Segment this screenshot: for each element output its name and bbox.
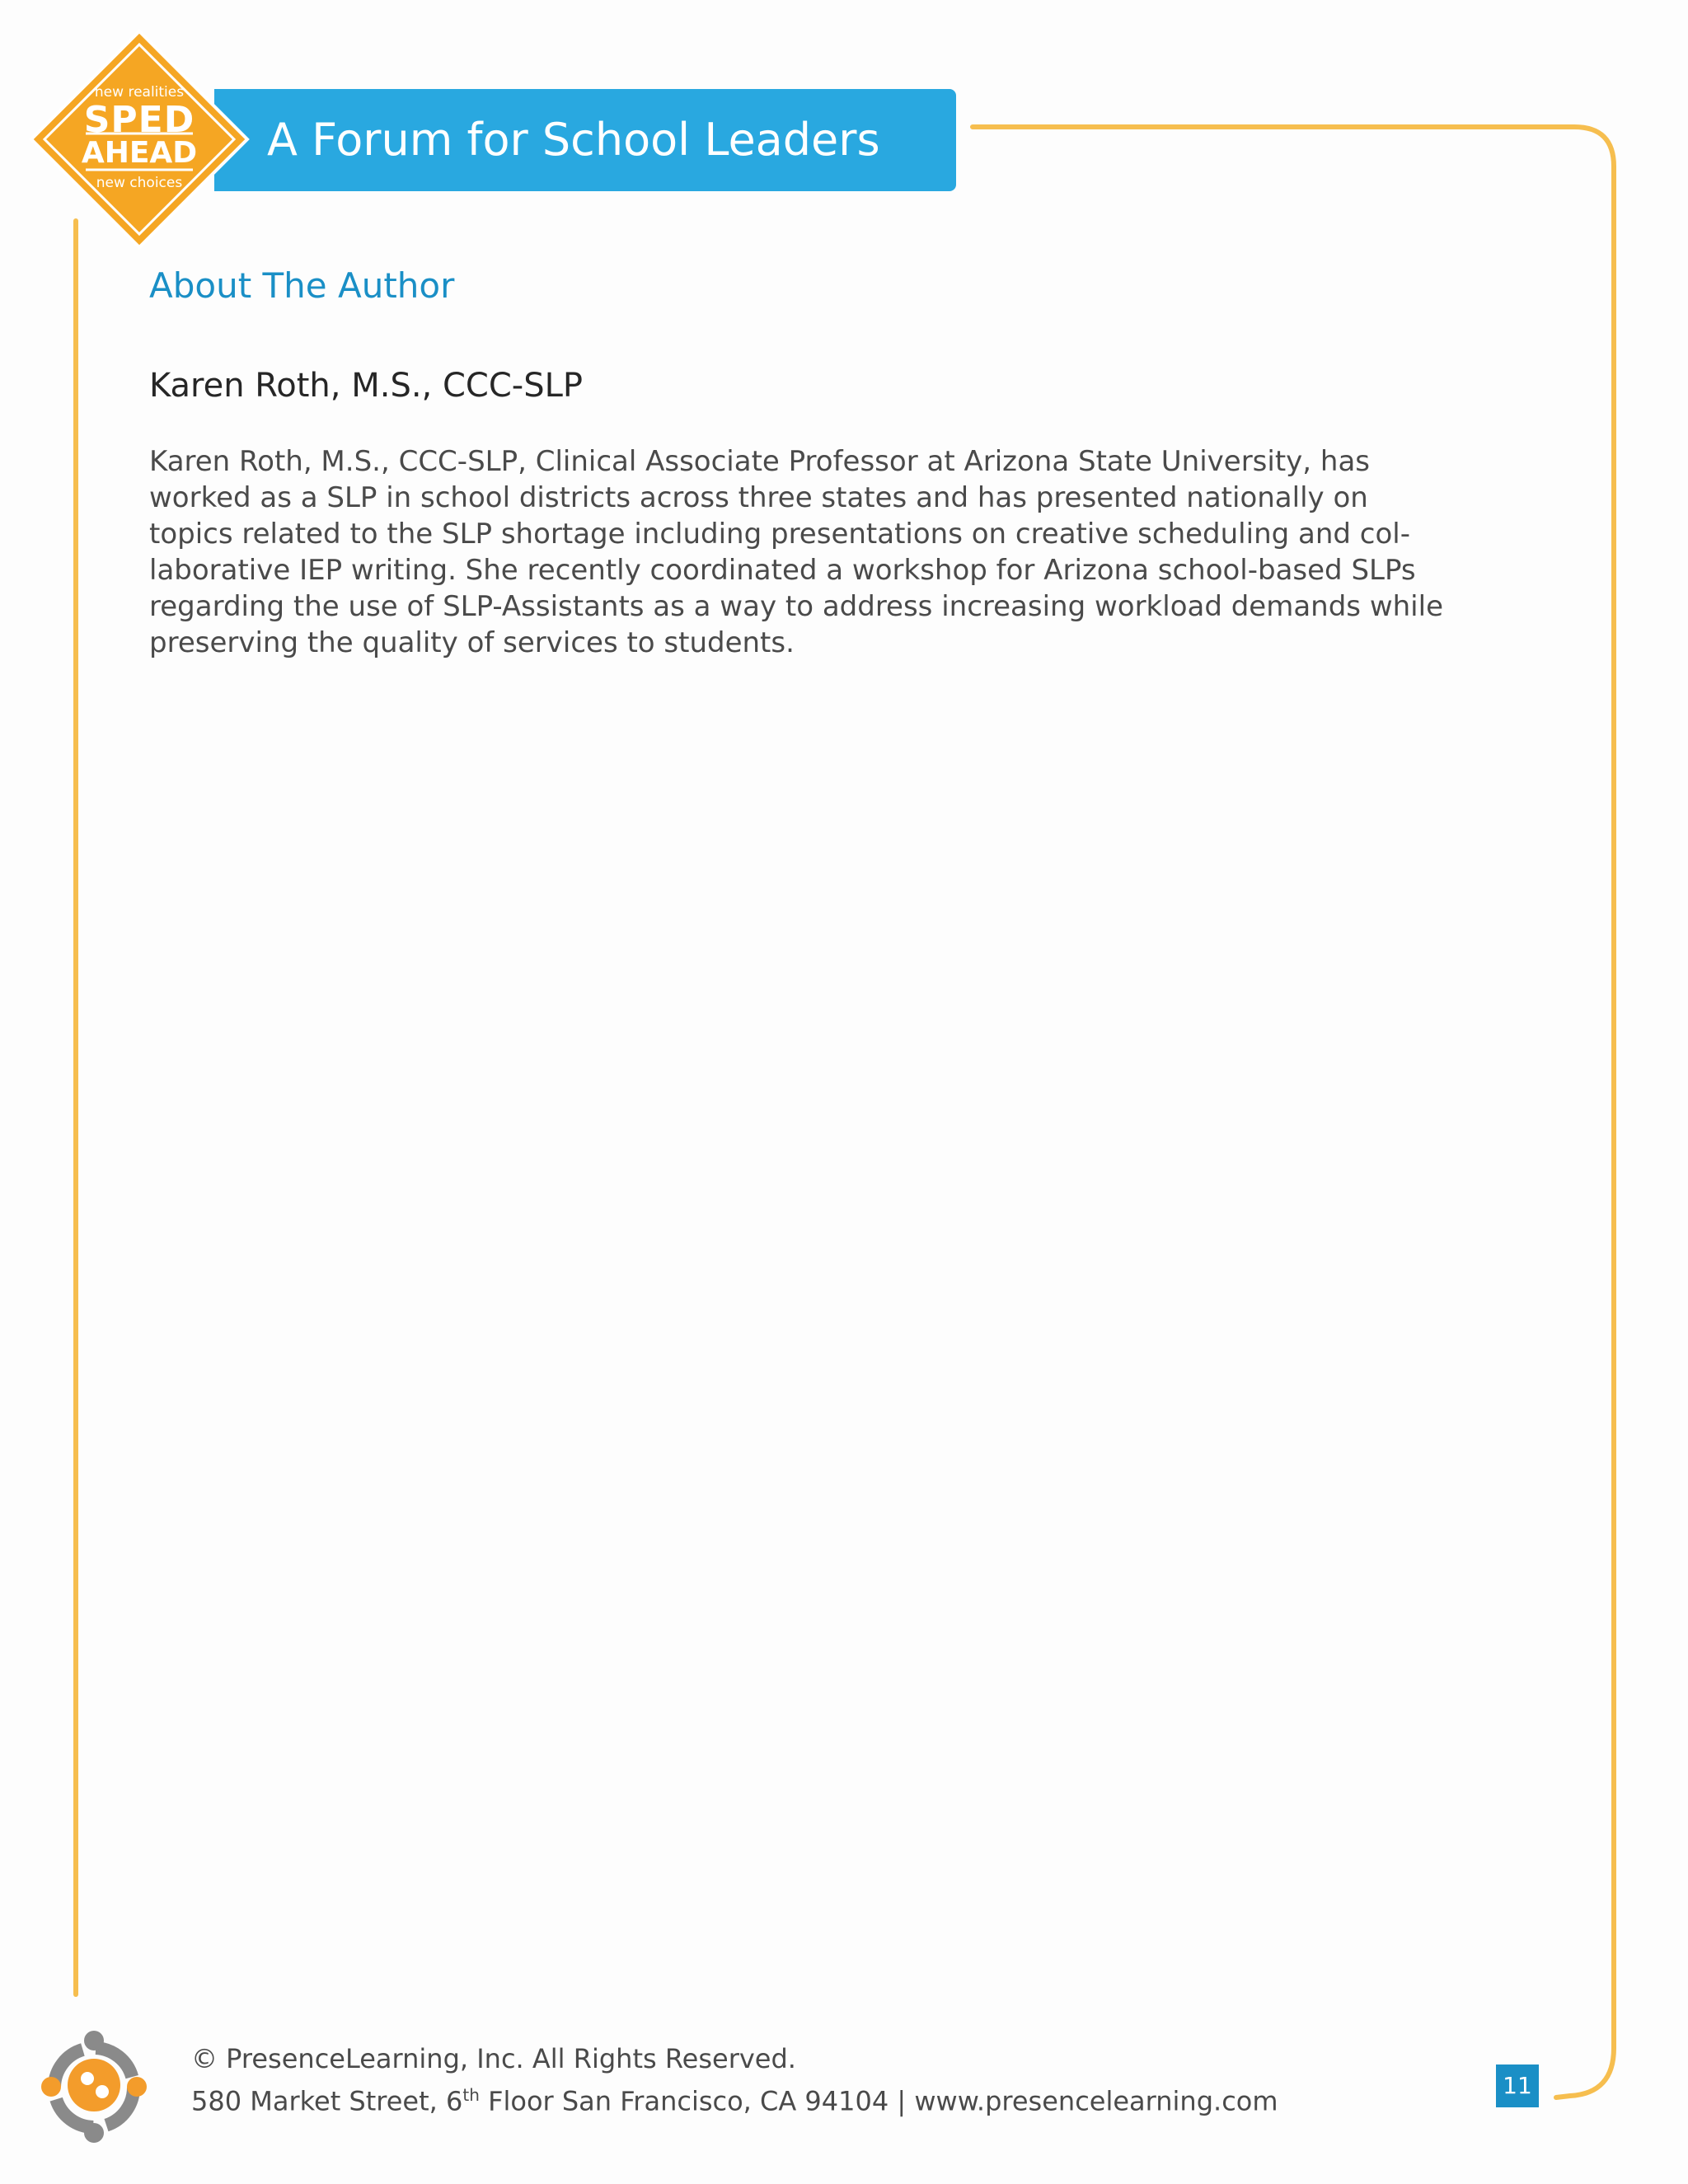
logo-tagline-bottom: new choices <box>96 175 183 191</box>
footer-address: 580 Market Street, 6th Floor San Francisco, CA 94104 | www.presencelearning.com <box>191 2085 1278 2117</box>
footer-text <box>191 2041 1278 2120</box>
bio-line: Karen Roth, M.S., CCC-SLP, Clinical Associate Professor at Arizona State University, has <box>149 445 1371 478</box>
bio-line: topics related to the SLP shortage including presentations on creative scheduling and col- <box>149 518 1410 551</box>
logo-sped-text: SPED <box>83 99 195 141</box>
author-name: Karen Roth, M.S., CCC-SLP <box>149 367 583 405</box>
bio-line: laborative IEP writing. She recently coordinated a workshop for Arizona school-based SLPs <box>149 554 1416 587</box>
logo-tagline-top: new realities <box>94 84 185 101</box>
bio-line: worked as a SLP in school districts across three states and has presented nationally on <box>149 481 1368 514</box>
sped-ahead-logo-icon <box>28 28 251 251</box>
page-number: 11 <box>1496 2064 1539 2107</box>
logo-ahead-text: AHEAD <box>81 136 198 170</box>
banner-title: A Forum for School Leaders <box>267 114 880 166</box>
section-heading: About The Author <box>149 265 455 306</box>
header-banner <box>214 89 956 191</box>
presencelearning-logo-icon <box>36 2026 152 2149</box>
author-bio <box>149 443 1550 661</box>
footer-copyright: © PresenceLearning, Inc. All Rights Reserved. <box>191 2043 796 2074</box>
bio-line: preserving the quality of services to students. <box>149 626 795 659</box>
bio-line: regarding the use of SLP-Assistants as a way to address increasing workload demands while <box>149 590 1443 623</box>
